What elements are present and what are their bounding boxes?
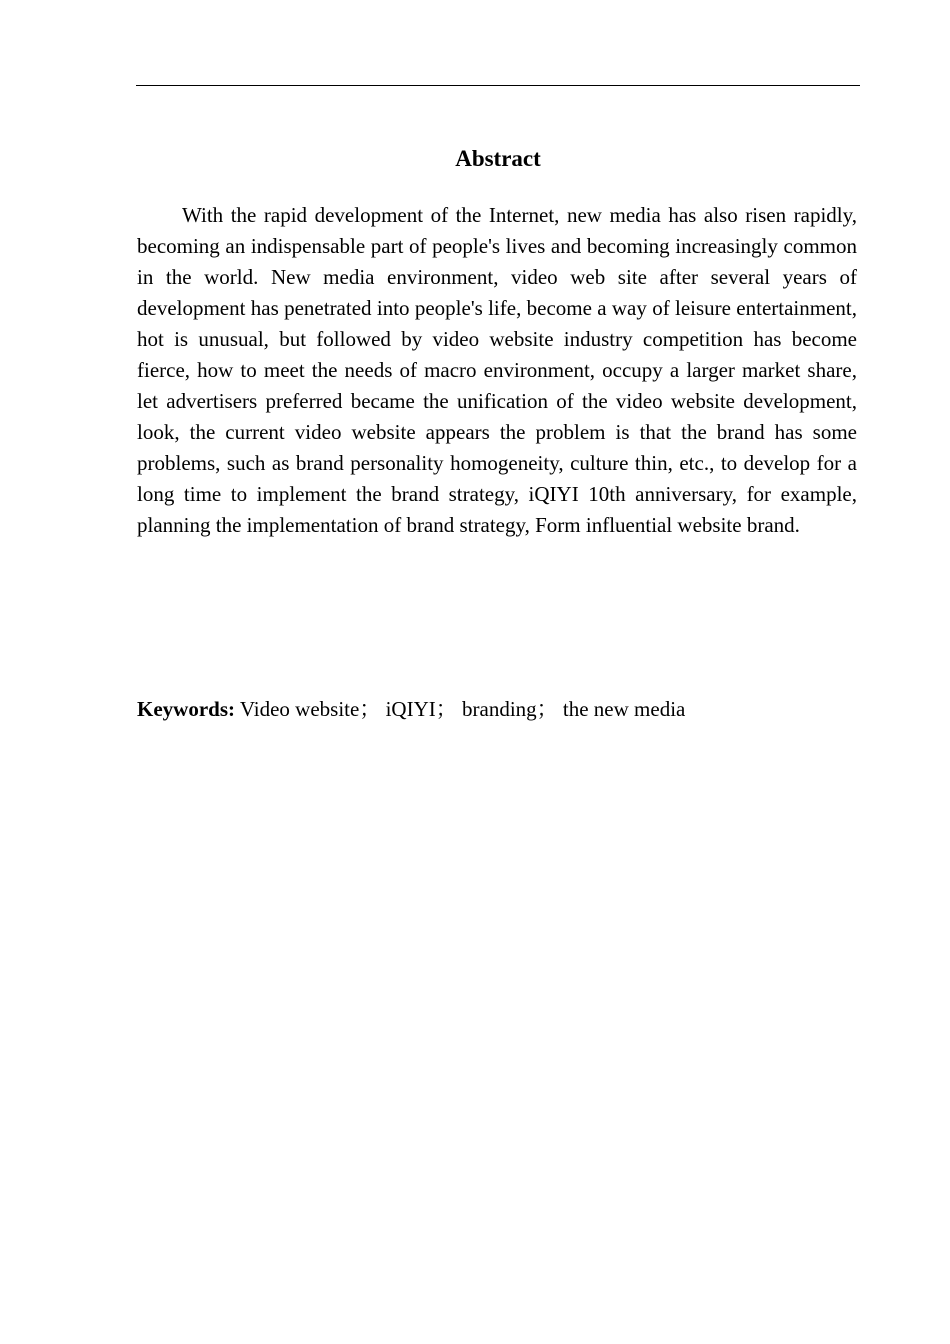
keyword-branding: branding xyxy=(462,697,537,721)
abstract-body: With the rapid development of the Internet, new media has also risen rapidly, becoming an indispensable part of people's lives and becoming increasingly common in the world. New media environment, video web site after several years of development has penetrated into people's life, become a way of leisure entertainment, hot is unusual, but followed by video website industry competition has become fierce, how to meet the needs of macro environment, occupy a larger market share, let advertisers preferred became the unification of the video website development, look, the current video website appears the problem is that the brand has some problems, such as brand personality homogeneity, culture thin, etc., to develop for a long time to implement the brand strategy, iQIYI 10th anniversary, for example, planning the implementation of brand strategy, Form influential website brand. xyxy=(137,203,857,537)
keywords-line xyxy=(137,694,857,725)
keyword-new-media: the new media xyxy=(562,697,686,721)
keyword-iqiyi: iQIYI xyxy=(385,697,436,721)
header-rule xyxy=(136,85,860,86)
keywords-label: Keywords: xyxy=(137,697,235,721)
keyword-separator: ； xyxy=(435,697,457,721)
keyword-separator: ； xyxy=(536,697,558,721)
keyword-video-website: Video website xyxy=(239,697,360,721)
abstract-title: Abstract xyxy=(455,146,541,171)
keyword-separator: ； xyxy=(359,697,381,721)
